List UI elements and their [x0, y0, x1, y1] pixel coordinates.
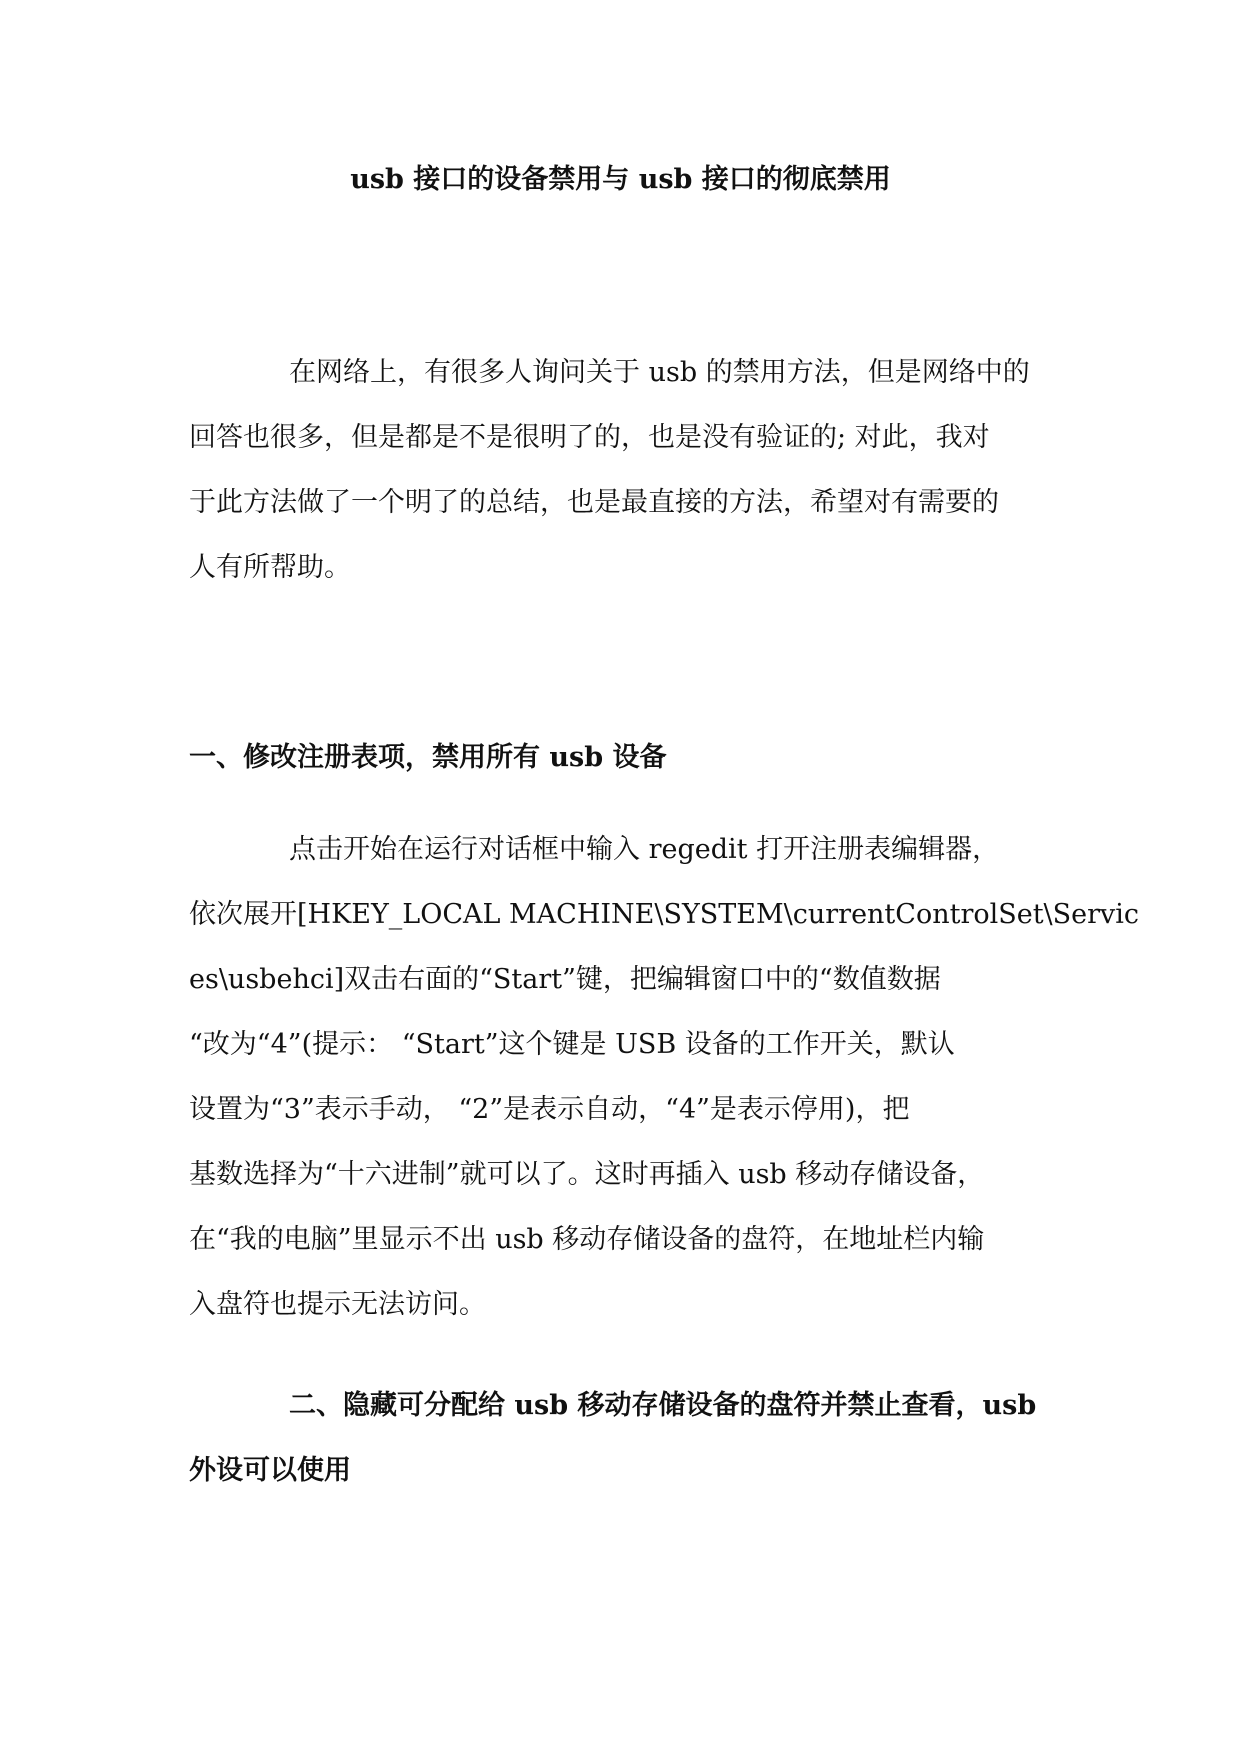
heading-line: 外设可以使用: [189, 1455, 351, 1486]
section-1-body: [189, 817, 1140, 1337]
section-2-heading: [189, 1373, 1069, 1503]
intro-line: 人有所帮助。: [189, 552, 351, 583]
body-line: 入盘符也提示无法访问。: [189, 1289, 486, 1320]
body-line: “改为“4”(提示： “Start”这个键是 USB 设备的工作开关，默认: [189, 1029, 955, 1060]
body-line: 基数选择为“十六进制”就可以了。这时再插入 usb 移动存储设备，: [189, 1159, 985, 1190]
document-title: usb 接口的设备禁用与 usb 接口的彻底禁用: [350, 164, 891, 195]
intro-line: 回答也很多，但是都是不是很明了的，也是没有验证的; 对此，我对: [189, 422, 990, 453]
heading-line: 二、隐藏可分配给 usb 移动存储设备的盘符并禁止查看，usb: [289, 1390, 1037, 1421]
intro-line: 于此方法做了一个明了的总结，也是最直接的方法，希望对有需要的: [189, 487, 999, 518]
body-line: 点击开始在运行对话框中输入 regedit 打开注册表编辑器，: [289, 834, 1000, 865]
body-line: es\usbehci]双击右面的“Start”键，把编辑窗口中的“数值数据: [189, 964, 941, 995]
body-line: 依次展开[HKEY_LOCAL MACHINE\SYSTEM\currentControlSet\Servic: [189, 899, 1140, 930]
body-line: 在“我的电脑”里显示不出 usb 移动存储设备的盘符，在地址栏内输: [189, 1224, 985, 1255]
section-1-heading: 一、修改注册表项，禁用所有 usb 设备: [189, 742, 667, 773]
intro-paragraph: [189, 340, 1059, 600]
body-line: 设置为“3”表示手动， “2”是表示自动，“4”是表示停用)，把: [189, 1094, 910, 1125]
intro-line: 在网络上，有很多人询问关于 usb 的禁用方法，但是网络中的: [289, 357, 1030, 388]
